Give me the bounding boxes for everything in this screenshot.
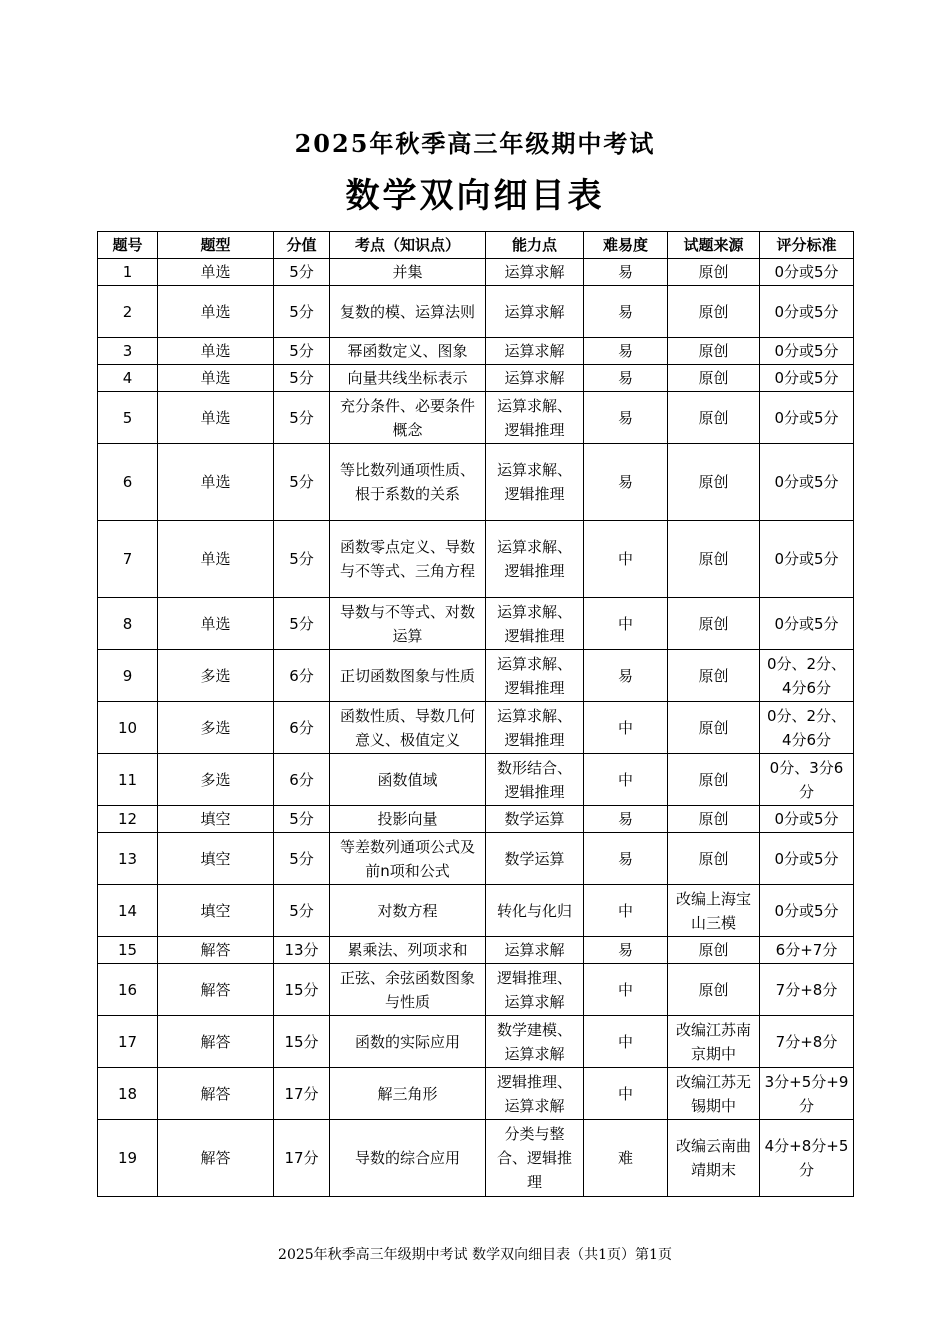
cell-knowledge-point: 等比数列通项性质、根于系数的关系 <box>330 444 486 521</box>
cell-knowledge-point: 等差数列通项公式及前n项和公式 <box>330 833 486 885</box>
cell-question-type: 解答 <box>158 1016 274 1068</box>
cell-difficulty: 中 <box>584 521 668 598</box>
cell-ability: 逻辑推理、运算求解 <box>486 1068 584 1120</box>
cell-score: 5分 <box>274 885 330 937</box>
cell-difficulty: 中 <box>584 885 668 937</box>
cell-grading: 0分或5分 <box>760 806 854 833</box>
cell-knowledge-point: 函数性质、导数几何意义、极值定义 <box>330 702 486 754</box>
cell-question-type: 解答 <box>158 1120 274 1197</box>
cell-grading: 0分或5分 <box>760 598 854 650</box>
cell-source: 原创 <box>668 964 760 1016</box>
cell-knowledge-point: 函数值域 <box>330 754 486 806</box>
cell-question-number: 4 <box>98 365 158 392</box>
table-row <box>98 286 854 338</box>
cell-grading: 3分+5分+9分 <box>760 1068 854 1120</box>
cell-difficulty: 易 <box>584 650 668 702</box>
cell-score: 15分 <box>274 964 330 1016</box>
cell-question-type: 解答 <box>158 964 274 1016</box>
table-row <box>98 1016 854 1068</box>
cell-score: 5分 <box>274 598 330 650</box>
cell-ability: 分类与整合、逻辑推理 <box>486 1120 584 1197</box>
cell-score: 5分 <box>274 286 330 338</box>
cell-grading: 0分、3分6分 <box>760 754 854 806</box>
cell-question-type: 多选 <box>158 754 274 806</box>
cell-score: 6分 <box>274 702 330 754</box>
cell-question-number: 16 <box>98 964 158 1016</box>
cell-difficulty: 易 <box>584 833 668 885</box>
cell-score: 6分 <box>274 754 330 806</box>
cell-knowledge-point: 投影向量 <box>330 806 486 833</box>
cell-knowledge-point: 正切函数图象与性质 <box>330 650 486 702</box>
cell-difficulty: 中 <box>584 702 668 754</box>
table-row <box>98 937 854 964</box>
cell-source: 原创 <box>668 937 760 964</box>
cell-difficulty: 易 <box>584 338 668 365</box>
cell-difficulty: 易 <box>584 937 668 964</box>
table-row <box>98 702 854 754</box>
cell-question-number: 17 <box>98 1016 158 1068</box>
cell-score: 5分 <box>274 259 330 286</box>
cell-question-number: 7 <box>98 521 158 598</box>
cell-ability: 运算求解 <box>486 937 584 964</box>
table-header-row <box>98 232 854 259</box>
cell-score: 15分 <box>274 1016 330 1068</box>
cell-question-number: 3 <box>98 338 158 365</box>
cell-score: 5分 <box>274 806 330 833</box>
cell-question-number: 9 <box>98 650 158 702</box>
cell-knowledge-point: 累乘法、列项求和 <box>330 937 486 964</box>
cell-score: 13分 <box>274 937 330 964</box>
cell-grading: 0分或5分 <box>760 392 854 444</box>
cell-grading: 0分或5分 <box>760 338 854 365</box>
cell-question-number: 15 <box>98 937 158 964</box>
cell-question-number: 11 <box>98 754 158 806</box>
cell-question-number: 10 <box>98 702 158 754</box>
cell-score: 5分 <box>274 833 330 885</box>
cell-score: 5分 <box>274 338 330 365</box>
cell-difficulty: 易 <box>584 444 668 521</box>
cell-ability: 数学运算 <box>486 833 584 885</box>
cell-question-type: 解答 <box>158 1068 274 1120</box>
cell-knowledge-point: 函数零点定义、导数与不等式、三角方程 <box>330 521 486 598</box>
cell-grading: 0分或5分 <box>760 521 854 598</box>
cell-difficulty: 难 <box>584 1120 668 1197</box>
cell-grading: 0分或5分 <box>760 286 854 338</box>
cell-difficulty: 中 <box>584 598 668 650</box>
cell-question-type: 填空 <box>158 833 274 885</box>
cell-source: 原创 <box>668 365 760 392</box>
cell-difficulty: 易 <box>584 365 668 392</box>
cell-grading: 0分、2分、4分6分 <box>760 702 854 754</box>
header-question-type: 题型 <box>158 232 274 259</box>
document-subtitle: 数学双向细目表 <box>345 176 605 216</box>
cell-score: 5分 <box>274 392 330 444</box>
cell-difficulty: 易 <box>584 286 668 338</box>
cell-score: 17分 <box>274 1068 330 1120</box>
cell-knowledge-point: 对数方程 <box>330 885 486 937</box>
table-row <box>98 885 854 937</box>
header-difficulty: 难易度 <box>584 232 668 259</box>
cell-difficulty: 易 <box>584 806 668 833</box>
cell-question-type: 单选 <box>158 338 274 365</box>
cell-source: 改编江苏南京期中 <box>668 1016 760 1068</box>
cell-grading: 7分+8分 <box>760 964 854 1016</box>
cell-source: 原创 <box>668 650 760 702</box>
cell-grading: 0分、2分、4分6分 <box>760 650 854 702</box>
cell-source: 原创 <box>668 259 760 286</box>
cell-ability: 运算求解 <box>486 338 584 365</box>
cell-grading: 0分或5分 <box>760 833 854 885</box>
cell-grading: 6分+7分 <box>760 937 854 964</box>
cell-ability: 数学建模、运算求解 <box>486 1016 584 1068</box>
table-row <box>98 806 854 833</box>
cell-question-type: 单选 <box>158 392 274 444</box>
cell-ability: 运算求解 <box>486 365 584 392</box>
cell-question-type: 单选 <box>158 286 274 338</box>
cell-source: 改编上海宝山三模 <box>668 885 760 937</box>
cell-question-type: 单选 <box>158 444 274 521</box>
cell-question-type: 多选 <box>158 650 274 702</box>
cell-source: 原创 <box>668 338 760 365</box>
table-row <box>98 365 854 392</box>
cell-difficulty: 中 <box>584 964 668 1016</box>
cell-source: 原创 <box>668 702 760 754</box>
cell-ability: 运算求解、逻辑推理 <box>486 598 584 650</box>
cell-score: 5分 <box>274 365 330 392</box>
cell-source: 原创 <box>668 754 760 806</box>
table-row <box>98 392 854 444</box>
cell-question-type: 填空 <box>158 806 274 833</box>
table-row <box>98 754 854 806</box>
cell-knowledge-point: 导数与不等式、对数运算 <box>330 598 486 650</box>
cell-ability: 运算求解 <box>486 286 584 338</box>
table-body <box>98 259 854 1197</box>
header-knowledge-point: 考点（知识点） <box>330 232 486 259</box>
cell-question-type: 单选 <box>158 598 274 650</box>
cell-question-type: 填空 <box>158 885 274 937</box>
cell-source: 原创 <box>668 286 760 338</box>
cell-knowledge-point: 导数的综合应用 <box>330 1120 486 1197</box>
cell-knowledge-point: 充分条件、必要条件概念 <box>330 392 486 444</box>
table-row <box>98 964 854 1016</box>
cell-score: 5分 <box>274 521 330 598</box>
table-row <box>98 650 854 702</box>
cell-knowledge-point: 幂函数定义、图象 <box>330 338 486 365</box>
table-row <box>98 1120 854 1197</box>
header-ability: 能力点 <box>486 232 584 259</box>
cell-knowledge-point: 向量共线坐标表示 <box>330 365 486 392</box>
table-row <box>98 598 854 650</box>
cell-ability: 数形结合、逻辑推理 <box>486 754 584 806</box>
cell-source: 原创 <box>668 521 760 598</box>
cell-ability: 运算求解、逻辑推理 <box>486 392 584 444</box>
cell-ability: 转化与化归 <box>486 885 584 937</box>
cell-source: 改编云南曲靖期末 <box>668 1120 760 1197</box>
cell-source: 原创 <box>668 392 760 444</box>
cell-ability: 运算求解、逻辑推理 <box>486 650 584 702</box>
cell-source: 原创 <box>668 833 760 885</box>
table-row <box>98 1068 854 1120</box>
cell-grading: 0分或5分 <box>760 444 854 521</box>
header-score: 分值 <box>274 232 330 259</box>
cell-question-number: 12 <box>98 806 158 833</box>
table-row <box>98 338 854 365</box>
cell-grading: 0分或5分 <box>760 885 854 937</box>
cell-grading: 7分+8分 <box>760 1016 854 1068</box>
cell-knowledge-point: 复数的模、运算法则 <box>330 286 486 338</box>
cell-source: 原创 <box>668 598 760 650</box>
cell-question-number: 8 <box>98 598 158 650</box>
cell-score: 6分 <box>274 650 330 702</box>
cell-ability: 运算求解、逻辑推理 <box>486 521 584 598</box>
table-row <box>98 833 854 885</box>
cell-grading: 4分+8分+5分 <box>760 1120 854 1197</box>
page-footer: 2025年秋季高三年级期中考试 数学双向细目表（共1页）第1页 <box>278 1247 672 1263</box>
cell-question-number: 6 <box>98 444 158 521</box>
spec-table <box>97 231 854 1197</box>
cell-question-number: 13 <box>98 833 158 885</box>
cell-question-number: 1 <box>98 259 158 286</box>
cell-difficulty: 易 <box>584 259 668 286</box>
cell-grading: 0分或5分 <box>760 259 854 286</box>
cell-knowledge-point: 正弦、余弦函数图象与性质 <box>330 964 486 1016</box>
table-row <box>98 444 854 521</box>
cell-grading: 0分或5分 <box>760 365 854 392</box>
cell-difficulty: 中 <box>584 1068 668 1120</box>
cell-knowledge-point: 并集 <box>330 259 486 286</box>
cell-source: 原创 <box>668 806 760 833</box>
cell-question-number: 19 <box>98 1120 158 1197</box>
table-row <box>98 259 854 286</box>
document-title: 2025年秋季高三年级期中考试 <box>294 129 656 158</box>
cell-question-type: 单选 <box>158 521 274 598</box>
cell-question-number: 14 <box>98 885 158 937</box>
cell-difficulty: 中 <box>584 754 668 806</box>
cell-ability: 逻辑推理、运算求解 <box>486 964 584 1016</box>
cell-question-number: 2 <box>98 286 158 338</box>
cell-ability: 运算求解 <box>486 259 584 286</box>
cell-question-number: 18 <box>98 1068 158 1120</box>
header-question-number: 题号 <box>98 232 158 259</box>
cell-source: 改编江苏无锡期中 <box>668 1068 760 1120</box>
cell-question-type: 单选 <box>158 259 274 286</box>
cell-ability: 数学运算 <box>486 806 584 833</box>
cell-ability: 运算求解、逻辑推理 <box>486 444 584 521</box>
cell-question-type: 解答 <box>158 937 274 964</box>
cell-question-number: 5 <box>98 392 158 444</box>
cell-knowledge-point: 解三角形 <box>330 1068 486 1120</box>
cell-difficulty: 中 <box>584 1016 668 1068</box>
cell-knowledge-point: 函数的实际应用 <box>330 1016 486 1068</box>
cell-question-type: 单选 <box>158 365 274 392</box>
header-grading: 评分标准 <box>760 232 854 259</box>
cell-source: 原创 <box>668 444 760 521</box>
table-row <box>98 521 854 598</box>
cell-score: 17分 <box>274 1120 330 1197</box>
cell-difficulty: 易 <box>584 392 668 444</box>
cell-ability: 运算求解、逻辑推理 <box>486 702 584 754</box>
cell-question-type: 多选 <box>158 702 274 754</box>
cell-score: 5分 <box>274 444 330 521</box>
header-source: 试题来源 <box>668 232 760 259</box>
